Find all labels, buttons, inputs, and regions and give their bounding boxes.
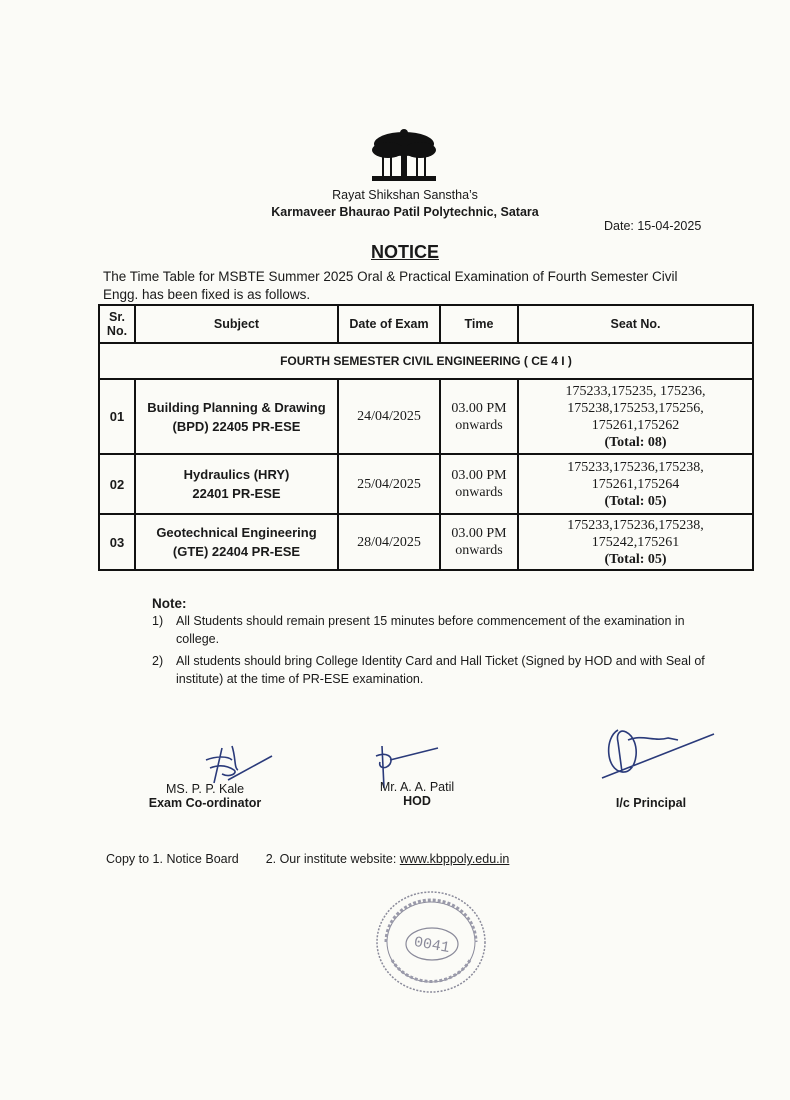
- seat-line: 175261,175264: [591, 476, 680, 492]
- cell-seat: [518, 454, 753, 514]
- note-text: All Students should remain present 15 minutes before commencement of the examination in college.: [176, 614, 685, 646]
- column-header-seat: Seat No.: [518, 305, 753, 343]
- seat-total: (Total: 08): [604, 434, 667, 450]
- institution-parent-name: Rayat Shikshan Sanstha’s: [332, 188, 478, 202]
- cell-date: 25/04/2025: [338, 454, 440, 514]
- seat-line: 175261,175262: [591, 417, 680, 433]
- table-row: [99, 454, 753, 514]
- time-line1: 03.00 PM: [451, 400, 507, 416]
- seat-line: 175238,175253,175256,: [567, 400, 704, 416]
- table-row: [99, 514, 753, 570]
- coordinator-name: MS. P. P. Kale: [165, 782, 245, 796]
- timetable: [98, 304, 754, 571]
- cell-date: 28/04/2025: [338, 514, 440, 570]
- seat-total: (Total: 05): [604, 551, 667, 567]
- column-header-sr-line2: No.: [106, 324, 128, 338]
- seat-line: 175233,175236,175238,: [567, 517, 704, 533]
- footer: [106, 852, 509, 866]
- cell-time: [440, 514, 518, 570]
- cell-seat: [518, 514, 753, 570]
- note-item: [152, 612, 722, 648]
- hod-signature-block: [362, 780, 472, 808]
- principal-signature-block: [596, 796, 706, 810]
- time-line2: onwards: [455, 543, 503, 558]
- institute-seal-icon: [372, 888, 490, 996]
- column-header-subject: Subject: [135, 305, 338, 343]
- note-item: [152, 652, 722, 688]
- note-number: 2): [152, 654, 164, 668]
- subject-line1: Building Planning & Drawing: [147, 399, 326, 415]
- seal-number: 0041: [412, 933, 451, 957]
- section-row: [99, 343, 753, 379]
- cell-date: 24/04/2025: [338, 379, 440, 454]
- cell-time: [440, 454, 518, 514]
- cell-sr: 02: [99, 454, 135, 514]
- column-header-sr: [99, 305, 135, 343]
- subject-line2: 22401 PR-ESE: [192, 486, 281, 501]
- time-line2: onwards: [455, 417, 503, 433]
- hod-title: HOD: [403, 794, 431, 808]
- subject-line2: (GTE) 22404 PR-ESE: [172, 544, 301, 559]
- section-title: FOURTH SEMESTER CIVIL ENGINEERING ( CE 4 I ): [99, 343, 753, 379]
- note-number: 1): [152, 614, 164, 628]
- coordinator-signature-block: [140, 782, 270, 810]
- coordinator-signature-icon: [192, 738, 282, 788]
- column-header-time: Time: [440, 305, 518, 343]
- cell-seat: [518, 379, 753, 454]
- column-header-sr-line1: Sr.: [109, 310, 125, 324]
- notice-title: NOTICE: [370, 242, 439, 262]
- website-label: 2. Our institute website:: [265, 852, 397, 866]
- seat-line: 175233,175236,175238,: [567, 459, 704, 475]
- cell-sr: 01: [99, 379, 135, 454]
- seat-line: 175242,175261: [591, 534, 680, 550]
- notes-heading: Note:: [152, 596, 187, 611]
- seat-line: 175233,175235, 175236,: [565, 383, 706, 399]
- seat-total: (Total: 05): [604, 493, 667, 509]
- cell-subject: [135, 454, 338, 514]
- subject-line1: Geotechnical Engineering: [156, 525, 317, 540]
- principal-signature-icon: [598, 720, 718, 782]
- notes-list: [152, 612, 722, 692]
- time-line2: onwards: [455, 485, 503, 500]
- note-text: All students should bring College Identity Card and Hall Ticket (Signed by HOD and with Seal of institute) at the time of PR-ESE examination.: [176, 654, 705, 686]
- cell-time: [440, 379, 518, 454]
- column-header-date: Date of Exam: [338, 305, 440, 343]
- subject-line1: Hydraulics (HRY): [183, 467, 290, 482]
- principal-title: I/c Principal: [615, 796, 687, 810]
- cell-sr: 03: [99, 514, 135, 570]
- website-link[interactable]: www.kbppoly.edu.in: [399, 852, 510, 866]
- notice-intro: The Time Table for MSBTE Summer 2025 Oral & Practical Examination of Fourth Semester Civil Engg. has been fixed is as follows.: [103, 269, 678, 302]
- time-line1: 03.00 PM: [451, 468, 507, 483]
- cell-subject: [135, 514, 338, 570]
- cell-subject: [135, 379, 338, 454]
- copy-to-text: Copy to 1. Notice Board: [106, 852, 239, 866]
- hod-name: Mr. A. A. Patil: [379, 780, 455, 794]
- institution-name: Karmaveer Bhaurao Patil Polytechnic, Satara: [271, 205, 539, 219]
- table-row: [99, 379, 753, 454]
- coordinator-title: Exam Co-ordinator: [148, 796, 262, 810]
- notice-date: Date: 15-04-2025: [604, 219, 702, 233]
- table-header-row: [99, 305, 753, 343]
- time-line1: 03.00 PM: [451, 526, 507, 541]
- institution-logo-icon: [368, 128, 440, 186]
- subject-line2: (BPD) 22405 PR-ESE: [172, 418, 301, 434]
